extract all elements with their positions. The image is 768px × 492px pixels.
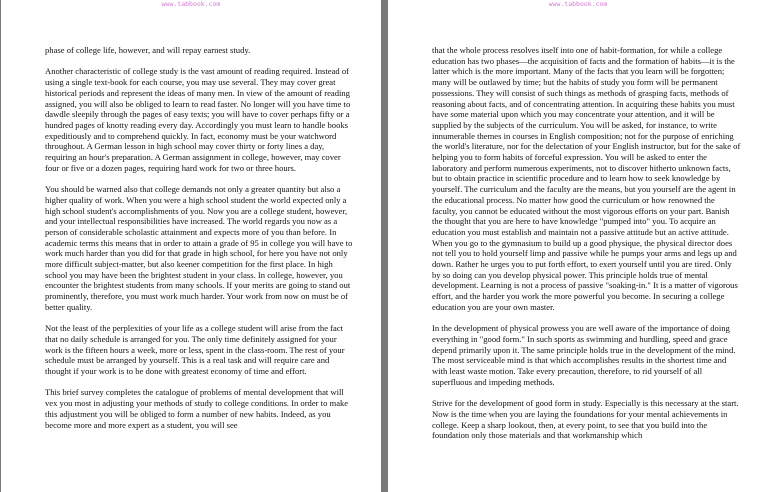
paragraph: You should be warned also that college demands not only a greater quantity but also a higher quality of work. When you were a high school student the world expected only a high school student's accomplishments of you. Now you are a college student, however, and your intellectual responsibilities have increased. The world regards you now as a person of considerable scholastic attainment and expects more of you than before. In academic terms this means that in order to attain a grade of 95 in college you will have to work much harder than you did for that grade in high school, for here you have not only more difficult subject-matter, but also keener competition for the first place. In high school you may have been the brightest student in your class. In college, however, you encounter the brightest students from many schools. If your merits are going to stand out prominently, therefore, you must work much harder. Your work from now on must be of better quality.	[45, 184, 353, 312]
watermark-right: www.tabbook.com	[548, 0, 608, 8]
paragraph: that the whole process resolves itself into one of habit-formation, for while a college education has two phases—the acquisition of facts and the formation of habits—it is the latter which is the more important. Many of the facts that you learn will be forgotten; many will be outlawed by time; but the habits of study you form will be permanent possessions. They will consist of such things as methods of grasping facts, methods of reasoning about facts, and of concentrating attention. In acquiring these habits you must have some material upon which you may concentrate your attention, and it will be supplied by the subjects of the curriculum. You will be asked, for instance, to write innumerable themes in courses in English composition; not for the purpose of enriching the world's literature, nor for the delectation of your English instructor, but for the sake of helping you to form habits of forceful expression. You will be asked to enter the laboratory and perform numerous experiments, not to discover hitherto unknown facts, but to obtain practice in scientific procedure and to learn how to seek knowledge by yourself. The curriculum and the faculty are the means, but you yourself are the agent in the educational process. No matter how good the curriculum or how renowned the faculty, you cannot be educated without the most vigorous efforts on your part. Banish the thought that you are here to have knowledge "pumped into" you. To acquire an education you must establish and maintain not a passive attitude but an active attitude. When you go to the gymnasium to build up a good physique, the physical director does not tell you to hold yourself limp and passive while he pumps your arms and legs up and down. Rather he urges you to put forth effort, to exert yourself until you are tired. Only by so doing can you develop physical power. This principle holds true of mental development. Learning is not a process of passive "soaking-in." It is a matter of vigorous effort, and the harder you work the more powerful you become. In securing a college education you are your own master.	[432, 45, 741, 312]
paragraph: Not the least of the perplexities of your life as a college student will arise from the fact that no daily schedule is arranged for you. The only time definitely assigned for your work is the fifteen hours a week, more or less, spent in the class-room. The rest of your schedule must be arranged by yourself. This is a real task and will require care and thought if your work is to be done with greatest economy of time and effort.	[45, 323, 345, 377]
paragraph: Strive for the development of good form in study. Especially is this necessary at the start. Now is the time when you are laying the foundations for your mental achievements in college. Keep a sharp lookout, then, at every point, to see that you build into the foundation only those materials and that workmanship which	[432, 398, 739, 441]
paragraph: In the development of physical prowess you are well aware of the importance of doing everything in "good form." In such sports as swimming and hurdling, speed and grace depend primarily upon it. The same principle holds true in the development of the mind. The most serviceable mind is that which accomplishes results in the shortest time and with least waste motion. Take every precaution, therefore, to rid yourself of all superfluous and impeding methods.	[432, 323, 736, 387]
watermark-left: www.tabbook.com	[161, 0, 221, 8]
paragraph: This brief survey completes the catalogue of problems of mental development that will vex you most in adjusting your methods of study to college conditions. In order to make this adjustment you will be obliged to form a number of new habits. Indeed, as you become more and more expert as a student, you will see	[45, 387, 349, 430]
left-page	[1, 0, 381, 492]
right-page-content	[432, 45, 742, 452]
right-page	[388, 0, 768, 492]
paragraph: phase of college life, however, and will repay earnest study.	[45, 45, 251, 55]
paragraph: Another characteristic of college study is the vast amount of reading required. Instead of using a single text-book for each course, you may use several. They may cover great historical periods and represent the ideas of many men. In view of the amount of reading assigned, you will also be obliged to learn to read faster. No longer will you have time to dawdle sleepily through the pages of easy texts; you will have to cover perhaps fifty or a hundred pages of knotty reading every day. Accordingly you must learn to handle books expeditiously and to comprehend quickly. In fact, economy must be your watchword throughout. A German lesson in high school may cover thirty or forty lines a day, requiring an hour's preparation. A German assignment in college, however, may cover four or five or a dozen pages, requiring hard work for two or three hours.	[45, 66, 351, 173]
left-page-content	[45, 45, 355, 441]
